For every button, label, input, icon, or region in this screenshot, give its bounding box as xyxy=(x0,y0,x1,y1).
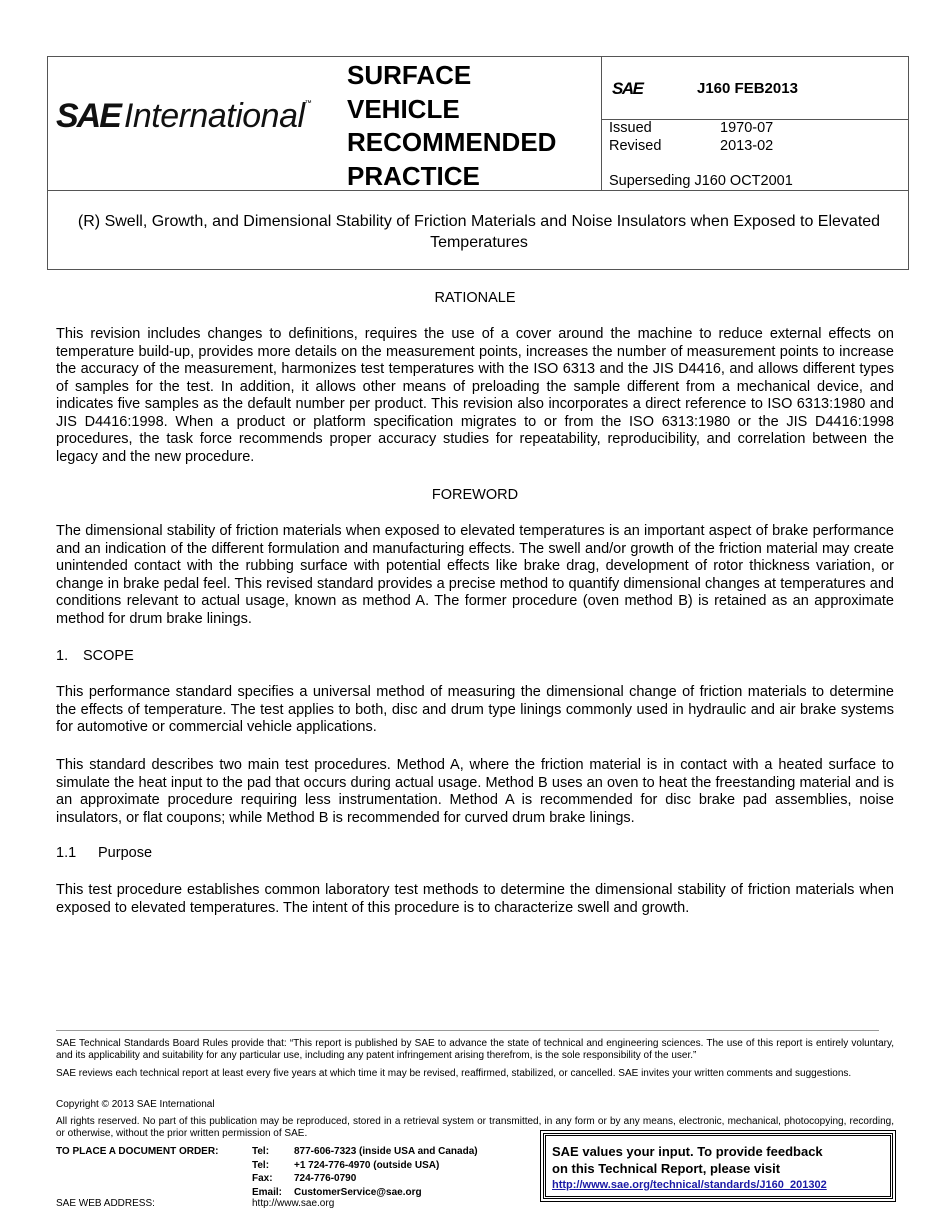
foreword-heading: FOREWORD xyxy=(431,487,519,503)
document-type-line: SURFACE xyxy=(347,60,472,90)
revised-value: 2013-02 xyxy=(720,138,774,154)
contact-key: Fax: xyxy=(252,1173,273,1184)
logo-international-text: International xyxy=(123,97,305,135)
issued-value: 1970-07 xyxy=(720,120,774,136)
contact-value: 724-776-0790 xyxy=(294,1173,357,1184)
document-type-line: RECOMMENDED xyxy=(347,127,557,157)
purpose-paragraph: This test procedure establishes common laboratory test methods to determine the dimensional stability of friction materials when exposed to elevated temperatures. The intent of this procedure is to characterize swell and growth. xyxy=(56,882,894,916)
scope-paragraph: This standard describes two main test procedures. Method A, where the friction material is in contact with a heated surface to simulate the heat input to the pad that occurs during actual usage. Method B uses an oven to heat the freestanding material and is an approximate procedure requiring less instrumentation. Method A is recommended for disc brake pad assemblies, noise insulators, or flat coupons; while Method B is recommended for curved drum brake linings. xyxy=(56,757,894,826)
contact-key: Tel: xyxy=(252,1146,270,1157)
section-number: 1.1 xyxy=(56,845,77,861)
contact-row xyxy=(252,1146,478,1160)
document-title: (R) Swell, Growth, and Dimensional Stability of Friction Materials and Noise Insulators when Exposed to Elevated Temperatures xyxy=(77,213,881,251)
rights-note: All rights reserved. No part of this publication may be reproduced, stored in a retrieval system or transmitted, in any form or by any means, electronic, mechanical, photocopying, recording, or otherwise, without the prior written permission of SAE. xyxy=(56,1116,894,1140)
document-number: J160 FEB2013 xyxy=(697,80,798,97)
section-title: Purpose xyxy=(98,845,153,861)
web-address-label: SAE WEB ADDRESS: xyxy=(56,1198,155,1209)
header-divider xyxy=(601,57,602,190)
section-title: SCOPE xyxy=(83,648,134,664)
contact-key: Tel: xyxy=(252,1159,270,1171)
review-note: SAE reviews each technical report at least every five years at which time it may be revised, reaffirmed, stabilized, or cancelled. SAE invites your written comments and suggestions. xyxy=(56,1068,852,1079)
issued-label: Issued xyxy=(609,120,652,136)
feedback-link[interactable]: http://www.sae.org/technical/standards/J160_201302 xyxy=(552,1179,827,1191)
logo-trademark: ™ xyxy=(304,100,312,107)
revised-label: Revised xyxy=(609,138,662,154)
sae-international-logo xyxy=(56,97,312,137)
contact-key: Email: xyxy=(252,1186,283,1198)
feedback-box xyxy=(543,1133,893,1199)
contact-row xyxy=(252,1160,478,1174)
web-address-link[interactable]: http://www.sae.org xyxy=(252,1198,335,1209)
contact-email[interactable]: CustomerService@sae.org xyxy=(294,1186,422,1198)
contact-row xyxy=(252,1173,478,1187)
contact-list xyxy=(252,1146,478,1200)
document-type-line: PRACTICE xyxy=(347,160,480,191)
issued-row xyxy=(609,120,773,136)
rationale-paragraph: This revision includes changes to definitions, requires the use of a cover around the machine to reduce external effects on temperature build-up, provides more details on the measurement points, increases the number of measurement points to increase the accuracy of the measurement, harmonizes test temperatures with the ISO 6313 and the JIS D4416, and allows different types of samples for the test. In addition, it allows other means of preloading the sample different from a mechanical device, and indicates five samples as the default number per product. This revision also incorporates a direct reference to ISO 6313:1980 and JIS D4416:1998. When a product or platform specification migrates to or from the ISO 6313:1980 or the JIS D4416:1998 procedures, the task force recommends proper accuracy studies for repeatability, reproducibility, and correlation between the legacy and the new procedure. xyxy=(56,326,894,465)
logo-sae-text: SAE xyxy=(56,97,120,135)
scope-heading xyxy=(56,648,134,664)
feedback-text: SAE values your input. To provide feedback xyxy=(552,1144,823,1159)
order-label: TO PLACE A DOCUMENT ORDER: xyxy=(56,1146,219,1157)
section-number: 1. xyxy=(56,648,69,664)
foreword-paragraph: The dimensional stability of friction materials when exposed to elevated temperatures is an important aspect of brake performance and an indication of the different formulation and manufacturing effects. The swell and/or growth of the friction material may create unintended contact with the rubbing surface with potential effects like brake drag, development of rotor thickness variation, or change in brake pedal feel. This revised standard provides a precise method to quantify dimensional changes at temperatures and conditions relevant to actual usage, known as method A. The former procedure (oven method B) is retained as an approximate method for drum brake linings. xyxy=(56,523,894,627)
footer-divider xyxy=(56,1030,879,1031)
purpose-heading xyxy=(56,845,152,861)
feedback-text: on this Technical Report, please visit xyxy=(552,1160,781,1176)
scope-paragraph: This performance standard specifies a universal method of measuring the dimensional change of friction materials to determine the effects of temperature. The test applies to both, disc and drum type linings commonly used in hydraulic and air brake systems for automotive or commercial vehicle applications. xyxy=(56,684,894,735)
board-rules-note: SAE Technical Standards Board Rules provide that: “This report is published by SAE to advance the state of technical and engineering sciences. The use of this report is entirely voluntary, and its applicability and suitability for any particular use, including any patent infringement arising therefrom, is the sole responsibility of the user.” xyxy=(56,1038,894,1062)
superseding-note: Superseding J160 OCT2001 xyxy=(609,173,793,189)
document-type-line: VEHICLE xyxy=(347,93,460,124)
contact-value: +1 724-776-4970 (outside USA) xyxy=(294,1159,440,1171)
document-type xyxy=(347,59,597,193)
revised-row xyxy=(609,138,773,154)
rationale-heading: RATIONALE xyxy=(434,290,516,306)
sae-logo-icon: SAE xyxy=(612,79,643,98)
contact-value: 877-606-7323 (inside USA and Canada) xyxy=(294,1146,478,1157)
document-header xyxy=(47,56,909,270)
copyright-note: Copyright © 2013 SAE International xyxy=(56,1099,215,1110)
